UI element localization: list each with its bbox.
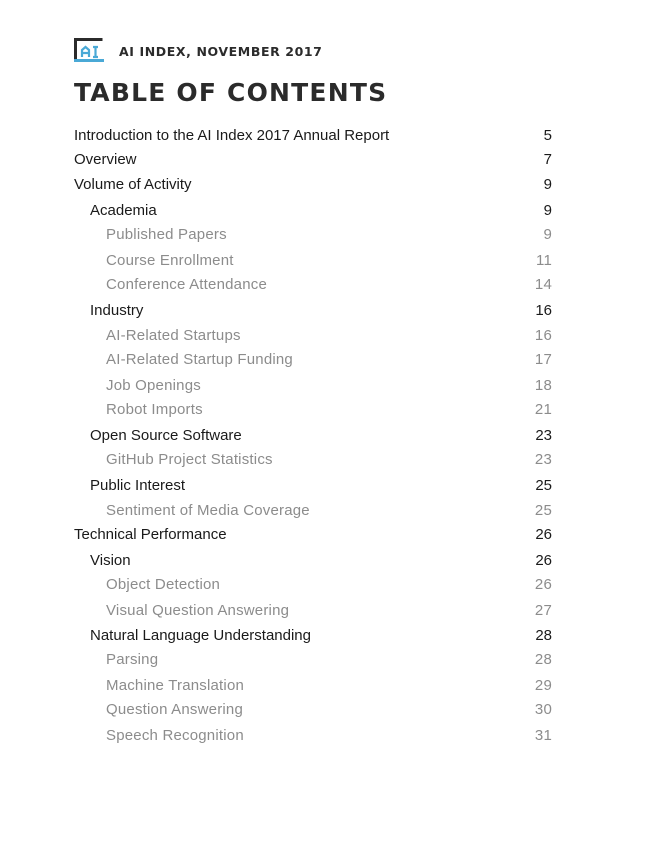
toc-entry-page-number: 9: [543, 176, 552, 193]
toc-entry-title: Public Interest: [90, 477, 186, 494]
toc-entry-page-number: 16: [534, 327, 552, 344]
toc-entry-page-number: 27: [534, 602, 552, 619]
toc-entry-page-number: 23: [534, 451, 552, 468]
toc-entry-page-number: 31: [534, 727, 552, 744]
toc-entry-page-number: 26: [535, 526, 552, 543]
toc-entry-title: Technical Performance: [74, 526, 227, 543]
toc-entry-title: Open Source Software: [90, 427, 242, 444]
toc-entry-page-number: 14: [534, 276, 552, 293]
toc-entry[interactable]: [74, 450, 552, 470]
toc-entry[interactable]: [74, 700, 552, 720]
toc-entry-title: Natural Language Understanding: [90, 627, 311, 644]
toc-entry[interactable]: [74, 376, 552, 396]
toc-entry[interactable]: [74, 426, 552, 446]
toc-entry-page-number: 30: [534, 701, 552, 718]
toc-entry-title: Machine Translation: [106, 677, 245, 694]
toc-entry[interactable]: [74, 150, 552, 170]
toc-entry[interactable]: [74, 551, 552, 571]
page-title: TABLE OF CONTENTS: [74, 78, 388, 107]
toc-entry[interactable]: [74, 301, 552, 321]
toc-entry[interactable]: [74, 275, 552, 295]
toc-entry[interactable]: [74, 476, 552, 496]
toc-entry-title: Robot Imports: [106, 401, 203, 418]
toc-entry[interactable]: [74, 225, 552, 245]
toc-entry[interactable]: [74, 251, 552, 271]
toc-entry-page-number: 5: [543, 127, 552, 144]
toc-entry-page-number: 23: [535, 427, 552, 444]
toc-entry-title: GitHub Project Statistics: [106, 451, 273, 468]
toc-entry-page-number: 28: [534, 651, 552, 668]
toc-entry[interactable]: [74, 626, 552, 646]
toc-entry-title: Conference Attendance: [106, 276, 267, 293]
toc-entry-title: Question Answering: [106, 701, 244, 718]
header-title: AI INDEX, NOVEMBER 2017: [119, 43, 323, 59]
toc-entry[interactable]: [74, 650, 552, 670]
toc-entry-title: Speech Recognition: [106, 727, 244, 744]
toc-entry-page-number: 26: [534, 576, 552, 593]
toc-entry-page-number: 9: [543, 202, 552, 219]
toc-entry-title: Academia: [90, 202, 157, 219]
toc-entry[interactable]: [74, 676, 552, 696]
toc-entry-page-number: 7: [543, 151, 552, 168]
toc-entry-title: Industry: [90, 302, 144, 319]
toc-entry[interactable]: [74, 501, 552, 521]
ai-index-logo-icon: [74, 38, 104, 62]
toc-entry-page-number: 29: [534, 677, 552, 694]
toc-entry[interactable]: [74, 601, 552, 621]
toc-entry-page-number: 18: [534, 377, 552, 394]
toc-entry-page-number: 25: [534, 502, 552, 519]
toc-entry-title: Sentiment of Media Coverage: [106, 502, 310, 519]
toc-entry[interactable]: [74, 726, 552, 746]
toc-entry-title: Parsing: [106, 651, 159, 668]
document-header: [74, 37, 322, 63]
toc-entry-page-number: 25: [535, 477, 552, 494]
toc-entry-title: Introduction to the AI Index 2017 Annual Report: [74, 127, 390, 144]
toc-entry[interactable]: [74, 400, 552, 420]
toc-entry-title: AI-Related Startups: [106, 327, 241, 344]
toc-entry-page-number: 28: [535, 627, 552, 644]
toc-entry-page-number: 16: [535, 302, 552, 319]
toc-entry[interactable]: [74, 175, 552, 195]
toc-entry-title: Job Openings: [106, 377, 201, 394]
toc-entry-page-number: 17: [534, 351, 552, 368]
toc-entry[interactable]: [74, 575, 552, 595]
toc-entry[interactable]: [74, 201, 552, 221]
toc-entry[interactable]: [74, 525, 552, 545]
toc-entry-page-number: 21: [534, 401, 552, 418]
toc-entry[interactable]: [74, 350, 552, 370]
toc-entry-page-number: 11: [536, 252, 552, 269]
toc-entry-title: Volume of Activity: [74, 176, 192, 193]
toc-entry-page-number: 9: [543, 226, 552, 243]
toc-entry-title: Visual Question Answering: [106, 602, 290, 619]
toc-entry-title: Vision: [90, 552, 131, 569]
toc-entry-title: AI-Related Startup Funding: [106, 351, 293, 368]
toc-entry-page-number: 26: [535, 552, 552, 569]
toc-entry[interactable]: [74, 326, 552, 346]
ai-index-logo: [74, 38, 104, 62]
toc-entry-title: Overview: [74, 151, 137, 168]
toc-entry-title: Object Detection: [106, 576, 221, 593]
svg-text:AI: AI: [74, 38, 75, 39]
toc-entry[interactable]: [74, 126, 552, 146]
toc-entry-title: Course Enrollment: [106, 252, 234, 269]
toc-entry-title: Published Papers: [106, 226, 227, 243]
